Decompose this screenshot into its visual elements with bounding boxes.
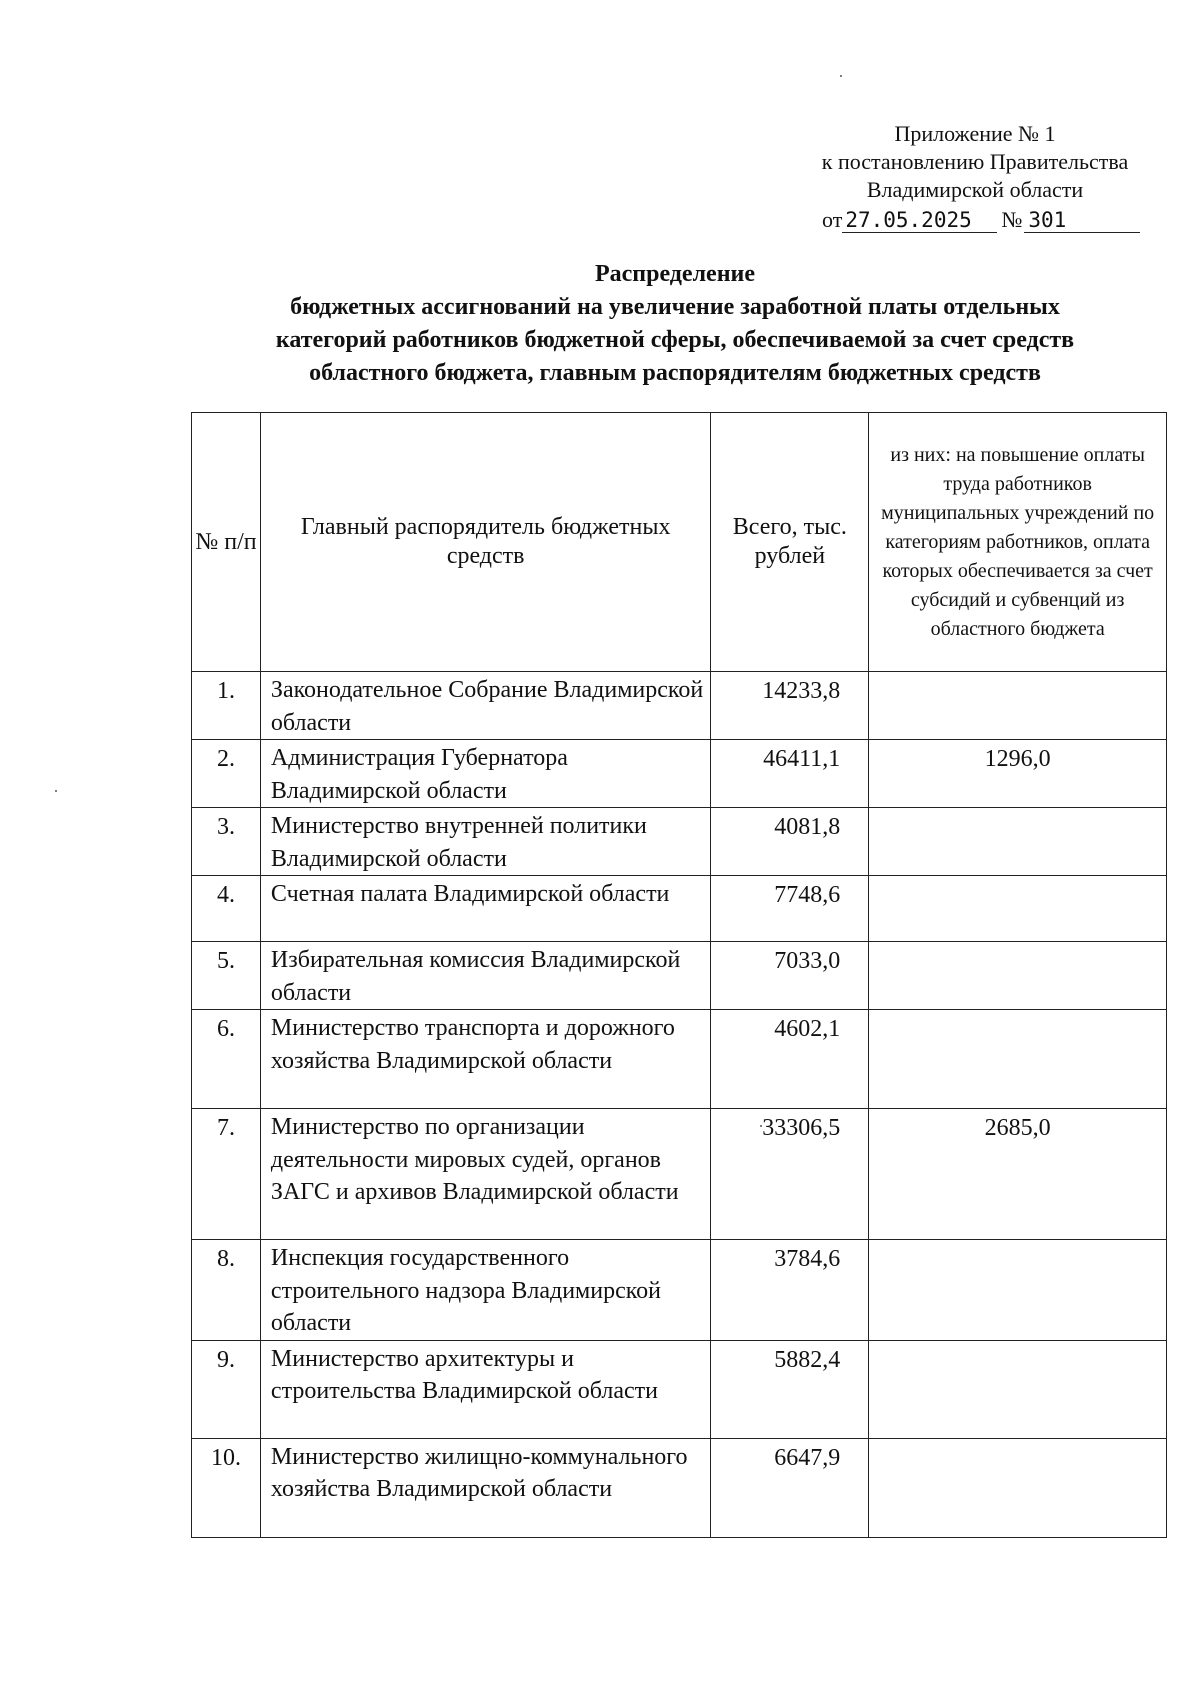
row-number: 2. xyxy=(192,740,261,808)
header-name: Главный распорядитель бюджетных средств xyxy=(260,413,710,672)
scan-speck xyxy=(55,790,57,792)
row-number: 1. xyxy=(192,672,261,740)
budget-allocation-table xyxy=(191,412,1167,1538)
row-number: 8. xyxy=(192,1240,261,1341)
table-row xyxy=(192,672,1167,740)
table-header-row xyxy=(192,413,1167,672)
appendix-block xyxy=(780,120,1150,234)
header-number: № п/п xyxy=(192,413,261,672)
row-total: 7033,0 xyxy=(711,942,869,1010)
document-title xyxy=(150,258,1200,390)
row-name: Инспекция государственного строительного надзора Владимирской области xyxy=(260,1240,710,1341)
number-label: № xyxy=(1001,207,1023,232)
row-name: Администрация Губернатора Владимирской области xyxy=(260,740,710,808)
row-subsidy xyxy=(869,1010,1167,1109)
table-row xyxy=(192,1340,1167,1438)
row-name: Избирательная комиссия Владимирской области xyxy=(260,942,710,1010)
row-total: 3784,6 xyxy=(711,1240,869,1341)
row-name: Министерство внутренней политики Владимирской области xyxy=(260,808,710,876)
row-name: Министерство по организации деятельности мировых судей, органов ЗАГС и архивов Владимирской области xyxy=(260,1109,710,1240)
row-number: 6. xyxy=(192,1010,261,1109)
from-label: от xyxy=(822,207,843,232)
row-total: 46411,1 xyxy=(711,740,869,808)
row-name: Министерство архитектуры и строительства Владимирской области xyxy=(260,1340,710,1438)
header-subsidy: из них: на повышение оплаты труда работников муниципальных учреждений по категориям работников, оплата которых обеспечивается за счет субсидий и субвенций из областного бюджета xyxy=(869,413,1167,672)
table-row xyxy=(192,808,1167,876)
table-row xyxy=(192,1109,1167,1240)
row-name: Министерство транспорта и дорожного хозяйства Владимирской области xyxy=(260,1010,710,1109)
row-number: 7. xyxy=(192,1109,261,1240)
row-total: 14233,8 xyxy=(711,672,869,740)
row-total: 33306,5 xyxy=(711,1109,869,1240)
title-line-3: категорий работников бюджетной сферы, обеспечиваемой за счет средств xyxy=(275,327,1075,353)
row-subsidy xyxy=(869,1438,1167,1537)
resolution-date: 27.05.2025 xyxy=(842,208,997,233)
scan-speck xyxy=(840,75,842,77)
row-number: 5. xyxy=(192,942,261,1010)
row-number: 4. xyxy=(192,876,261,942)
row-subsidy: 2685,0 xyxy=(869,1109,1167,1240)
row-subsidy xyxy=(869,942,1167,1010)
row-subsidy xyxy=(869,1340,1167,1438)
row-subsidy xyxy=(869,808,1167,876)
header-total: Всего, тыс. рублей xyxy=(711,413,869,672)
appendix-reference: к постановлению Правительства xyxy=(821,149,1129,174)
row-total: 7748,6 xyxy=(711,876,869,942)
row-number: 10. xyxy=(192,1438,261,1537)
title-line-4: областного бюджета, главным распорядителям бюджетных средств xyxy=(309,360,1041,386)
table-row xyxy=(192,1240,1167,1341)
row-name: Счетная палата Владимирской области xyxy=(260,876,710,942)
row-subsidy xyxy=(869,672,1167,740)
row-total: 4602,1 xyxy=(711,1010,869,1109)
row-total: 6647,9 xyxy=(711,1438,869,1537)
row-number: 9. xyxy=(192,1340,261,1438)
title-line-1: Распределение xyxy=(594,261,756,287)
row-subsidy xyxy=(869,1240,1167,1341)
row-subsidy xyxy=(869,876,1167,942)
table-row xyxy=(192,876,1167,942)
row-number: 3. xyxy=(192,808,261,876)
row-name: Законодательное Собрание Владимирской области xyxy=(260,672,710,740)
row-total: 5882,4 xyxy=(711,1340,869,1438)
row-name: Министерство жилищно-коммунального хозяйства Владимирской области xyxy=(260,1438,710,1537)
title-line-2: бюджетных ассигнований на увеличение заработной платы отдельных xyxy=(290,294,1060,320)
appendix-title: Приложение № 1 xyxy=(894,121,1056,146)
row-subsidy: 1296,0 xyxy=(869,740,1167,808)
row-total: 4081,8 xyxy=(711,808,869,876)
table-row xyxy=(192,1438,1167,1537)
table-row xyxy=(192,942,1167,1010)
appendix-region: Владимирской области xyxy=(866,177,1084,202)
table-row xyxy=(192,1010,1167,1109)
appendix-date-line xyxy=(780,206,1150,234)
resolution-number: 301 xyxy=(1024,208,1140,233)
table-row xyxy=(192,740,1167,808)
